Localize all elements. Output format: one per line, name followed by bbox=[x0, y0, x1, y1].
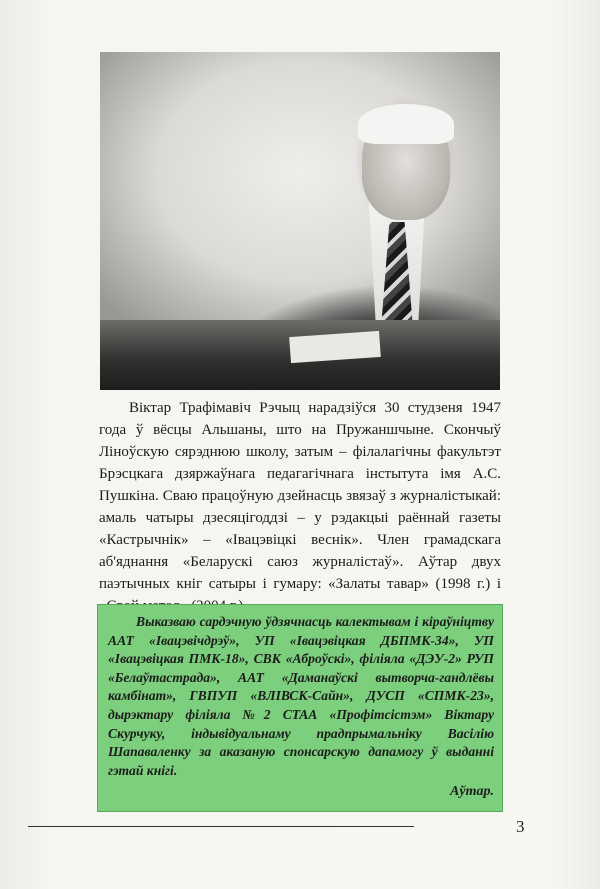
author-photo bbox=[100, 52, 500, 390]
footer-rule bbox=[28, 826, 414, 827]
author-signature: Аўтар. bbox=[450, 784, 494, 800]
photo-hair bbox=[358, 104, 454, 144]
acknowledgment-text: Выказваю сардэчную ўдзячнасць калектывам і кіраўніцтву ААТ «Івацэвічдрэў», УП «Івацэвіцкая ДБПМК-34», УП «Івацэвіцкая ПМК-18», СВК «Аброўскі», філіяла «ДЭУ-2» РУП «Белаўтастрада», ААТ «Даманаўскі вытворча-гандлёвы камбінат», ГВПУП «ВЛІВСК-Сайн», ДУСП «СПМК-23», дырэктару філіяла №2 СТАА «Профітсістэм» Віктару Скурчуку, індывідуальнаму прадпрымальніку Васілію Шапаваленку за аказаную спонсарскую дапамогу ў выданні гэтай кнігі. bbox=[108, 614, 494, 778]
acknowledgment-box bbox=[97, 604, 503, 812]
page-number: 3 bbox=[516, 817, 525, 836]
author-biography: Віктар Трафімавіч Рэчыц нарадзіўся 30 студзеня 1947 года ў вёсцы Альшаны, што на Пружаншчыне. Скончыў Ліноўскую сярэднюю школу, затым – філалагічны факультэт Брэсцкага дзяржаўнага педагагічнага інстытута імя А.С. Пушкіна. Сваю працоўную дзейнасць звязаў з журналістыкай: амаль чатыры дзесяцігоддзі – у рэдакцыі раённай газеты «Кастрычнік» – «Івацэвіцкі веснік». Член грамадскага аб'яднання «Беларускі саюз журналістаў». Аўтар двух паэтычных кніг сатыры і гумару: «Залаты тавар» (1998 г.) і bbox=[99, 400, 501, 592]
